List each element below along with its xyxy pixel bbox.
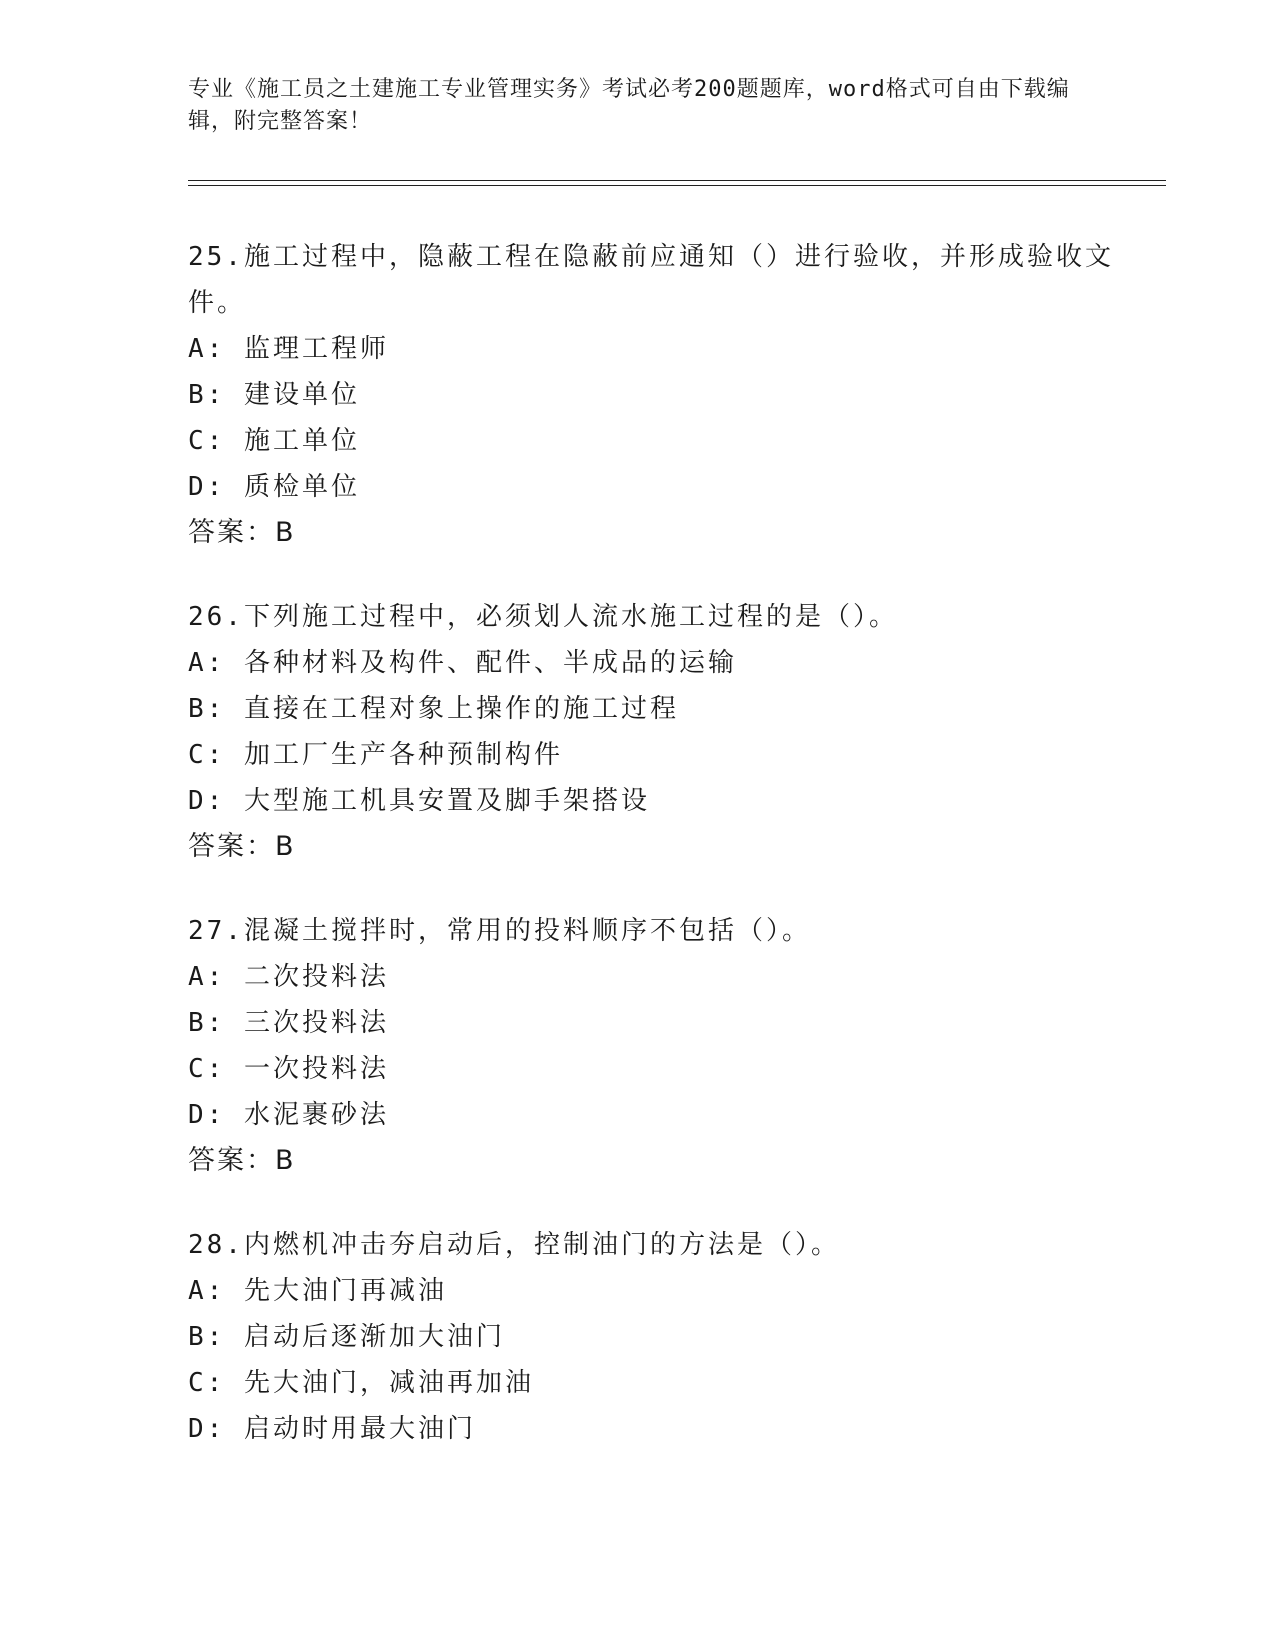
option-c: C: 施工单位 xyxy=(188,426,360,456)
question-27 xyxy=(188,908,1148,1184)
option-c: C: 一次投料法 xyxy=(188,1054,389,1084)
answer-text: 答案：B xyxy=(188,831,296,862)
header-divider-bottom xyxy=(188,185,1166,186)
answer-text: 答案：B xyxy=(188,517,296,548)
option-b: B: 三次投料法 xyxy=(188,1008,389,1038)
option-d: D: 水泥裹砂法 xyxy=(188,1100,389,1130)
option-d: D: 启动时用最大油门 xyxy=(188,1414,476,1444)
question-list xyxy=(188,234,1148,1490)
question-26 xyxy=(188,594,1148,870)
question-stem: 25.施工过程中，隐蔽工程在隐蔽前应通知（）进行验收，并形成验收文件。 xyxy=(188,242,1114,318)
document-header: 专业《施工员之土建施工专业管理实务》考试必考200题题库，word格式可自由下载编辑，附完整答案！ xyxy=(188,77,1070,134)
option-b: B: 启动后逐渐加大油门 xyxy=(188,1322,505,1352)
option-b: B: 建设单位 xyxy=(188,380,360,410)
answer-text: 答案：B xyxy=(188,1145,296,1176)
option-d: D: 大型施工机具安置及脚手架搭设 xyxy=(188,786,650,816)
option-c: C: 加工厂生产各种预制构件 xyxy=(188,740,563,770)
option-d: D: 质检单位 xyxy=(188,472,360,502)
question-stem: 27.混凝土搅拌时，常用的投料顺序不包括（）。 xyxy=(188,916,811,946)
option-a: A: 监理工程师 xyxy=(188,334,389,364)
option-c: C: 先大油门，减油再加油 xyxy=(188,1368,534,1398)
option-a: A: 各种材料及构件、配件、半成品的运输 xyxy=(188,648,737,678)
question-stem: 26.下列施工过程中，必须划人流水施工过程的是（）。 xyxy=(188,602,898,632)
option-a: A: 二次投料法 xyxy=(188,962,389,992)
question-25 xyxy=(188,234,1148,556)
option-a: A: 先大油门再减油 xyxy=(188,1276,447,1306)
header-divider-top xyxy=(188,180,1166,181)
question-28 xyxy=(188,1222,1148,1452)
question-stem: 28.内燃机冲击夯启动后，控制油门的方法是（）。 xyxy=(188,1230,840,1260)
option-b: B: 直接在工程对象上操作的施工过程 xyxy=(188,694,679,724)
